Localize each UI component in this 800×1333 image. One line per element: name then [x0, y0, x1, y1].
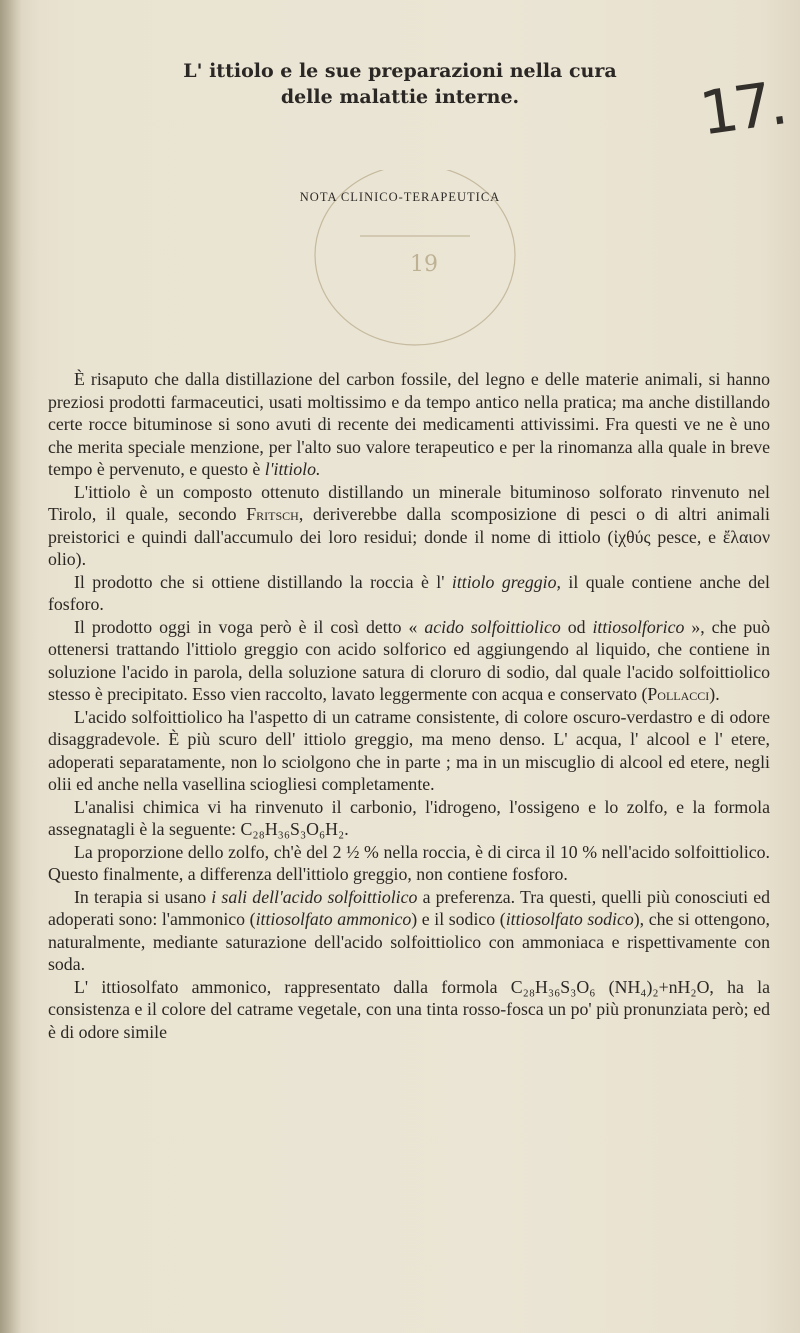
article-subtitle: NOTA CLINICO-TERAPEUTICA — [299, 190, 501, 204]
paragraph: La proporzione dello zolfo, ch'è del 2 ½ % nella roccia, è di circa il 10 % nell'acido solfoittiolico. Questo finalmente, a differenza dell'ittiolo greggio, non contiene fosforo. — [48, 841, 770, 884]
title-line-1: L' ittiolo e le sue preparazioni nella cura — [183, 60, 617, 82]
stamp-number: 19 — [410, 252, 438, 277]
article-body — [48, 368, 770, 1043]
paragraph: Il prodotto oggi in voga però è il così detto « acido solfoittiolico od ittiosolforico », che può ottenersi trattando l'ittiolo greggio con acido solforico ed aggiungendo al liquido, che contiene in soluzione l'acido in parola, della soluzione satura di cloruro di sodio, dal quale l'acido solfoittiolico stesso è precipitato. Esso vien raccolto, lavato leggermente con acqua e conservato (Pollacci). — [48, 616, 770, 704]
page-edge-shadow — [0, 0, 22, 1333]
paragraph: L'ittiolo è un composto ottenuto distillando un minerale bituminoso solforato rinvenuto nel Tirolo, il quale, secondo Fritsch, deriverebbe dalla scomposizione di pesci o di altri animali preistorici e quindi dall'accumulo dei loro residui; donde il nome di ittiolo (ἰχθύς pesce, e ἔλαιον olio). — [48, 481, 770, 569]
author-name: Fritsch — [246, 504, 299, 524]
title-line-2: delle malattie interne. — [280, 86, 520, 108]
paragraph: Il prodotto che si ottiene distillando la roccia è l' ittiolo greggio, il quale contiene anche del fosforo. — [48, 571, 770, 614]
paragraph: In terapia si usano i sali dell'acido solfoittiolico a preferenza. Tra questi, quelli più conosciuti ed adoperati sono: l'ammonico (ittiosolfato ammonico) e il sodico (ittiosolfato sodico), che si ottengono, naturalmente, mediante saturazione dell'acido solfoittiolico con ammoniaca e rispettivamente con soda. — [48, 886, 770, 974]
author-name: Pollacci — [647, 684, 710, 704]
paragraph: È risaputo che dalla distillazione del carbon fossile, del legno e delle materie animali, si hanno preziosi prodotti farmaceutici, usati moltissimo e da tempo antico nella pratica; ma anche distillando certe rocce bituminose si sono avuti di recente dei medicamenti attivissimi. Fra questi ve ne è uno che merita speciale menzione, per l'alto suo valore terapeutico e per la rinomanza alla quale in breve tempo è pervenuto, e questo è l'ittiolo. — [48, 369, 770, 479]
paragraph: L' ittiosolfato ammonico, rappresentato dalla formola C₂₈H₃₆S₃O₆ (NH₄)₂+nH₂O, ha la consistenza e il colore del catrame vegetale, con una tinta rosso-fosca un po' più pronunziata però; ed è di odore simile — [48, 976, 770, 1042]
paragraph: L'analisi chimica vi ha rinvenuto il carbonio, l'idrogeno, l'ossigeno e lo zolfo, e la formola assegnatagli è la seguente: C₂₈H₃₆S₃O₆H₂. — [48, 796, 770, 839]
article-title — [150, 58, 650, 110]
paragraph: L'acido solfoittiolico ha l'aspetto di un catrame consistente, di colore oscuro-verdastro e di odore disaggradevole. È più scuro dell' ittiolo greggio, ma meno denso. L' acqua, l' alcool e l' etere, adoperati separatamente, non lo sciolgono che in parte ; ma in un miscuglio di alcool ed etere, negli olii ed anche nella vasellina sciogliesi completamente. — [48, 706, 770, 794]
handwritten-page-number: 17. — [695, 68, 788, 150]
